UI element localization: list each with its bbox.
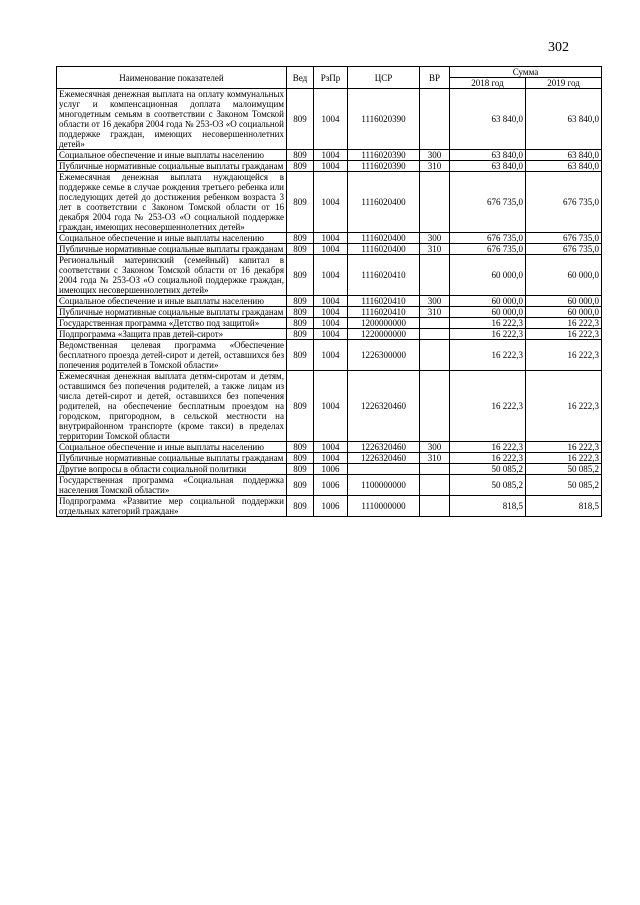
row-name: Социальное обеспечение и иные выплаты населению — [57, 150, 287, 161]
row-sum-2019: 818,5 — [526, 496, 602, 517]
table-row — [57, 233, 602, 244]
row-sum-2019: 676 735,0 — [526, 172, 602, 233]
row-ved: 809 — [287, 371, 314, 442]
row-ved: 809 — [287, 307, 314, 318]
row-ved: 809 — [287, 296, 314, 307]
row-ved: 809 — [287, 475, 314, 496]
row-vr: 310 — [420, 161, 450, 172]
row-sum-2019: 16 222,3 — [526, 340, 602, 371]
row-ved: 809 — [287, 340, 314, 371]
row-rzpr: 1004 — [314, 453, 348, 464]
row-vr: 300 — [420, 296, 450, 307]
row-sum-2018: 16 222,3 — [450, 318, 526, 329]
row-rzpr: 1004 — [314, 442, 348, 453]
row-name: Подпрограмма «Защита прав детей-сирот» — [57, 329, 287, 340]
row-sum-2018: 676 735,0 — [450, 172, 526, 233]
row-ved: 809 — [287, 150, 314, 161]
row-vr: 310 — [420, 453, 450, 464]
row-ved: 809 — [287, 329, 314, 340]
row-vr: 310 — [420, 244, 450, 255]
row-rzpr: 1004 — [314, 340, 348, 371]
row-vr — [420, 475, 450, 496]
row-vr — [420, 496, 450, 517]
row-csr: 1116020410 — [348, 307, 420, 318]
row-name: Публичные нормативные социальные выплаты гражданам — [57, 244, 287, 255]
row-csr: 1116020410 — [348, 296, 420, 307]
row-sum-2019: 60 000,0 — [526, 255, 602, 296]
row-csr: 1200000000 — [348, 318, 420, 329]
row-sum-2019: 60 000,0 — [526, 296, 602, 307]
table-row — [57, 442, 602, 453]
row-ved: 809 — [287, 496, 314, 517]
row-name: Социальное обеспечение и иные выплаты населению — [57, 233, 287, 244]
row-sum-2019: 16 222,3 — [526, 442, 602, 453]
row-sum-2018: 60 000,0 — [450, 296, 526, 307]
row-csr: 1110000000 — [348, 496, 420, 517]
row-csr: 1226320460 — [348, 371, 420, 442]
row-rzpr: 1006 — [314, 496, 348, 517]
row-sum-2018: 50 085,2 — [450, 464, 526, 475]
row-sum-2019: 63 840,0 — [526, 150, 602, 161]
row-sum-2018: 63 840,0 — [450, 150, 526, 161]
row-csr: 1116020390 — [348, 161, 420, 172]
row-sum-2019: 16 222,3 — [526, 371, 602, 442]
header-sum: Сумма — [450, 67, 602, 78]
row-ved: 809 — [287, 255, 314, 296]
header-ved: Вед — [287, 67, 314, 89]
header-vr: ВР — [420, 67, 450, 89]
row-vr — [420, 464, 450, 475]
row-rzpr: 1004 — [314, 371, 348, 442]
row-rzpr: 1004 — [314, 244, 348, 255]
row-vr: 300 — [420, 233, 450, 244]
row-rzpr: 1006 — [314, 475, 348, 496]
row-ved: 809 — [287, 442, 314, 453]
row-csr: 1116020400 — [348, 244, 420, 255]
row-ved: 809 — [287, 244, 314, 255]
row-sum-2019: 63 840,0 — [526, 161, 602, 172]
row-ved: 809 — [287, 89, 314, 150]
header-csr: ЦСР — [348, 67, 420, 89]
row-rzpr: 1004 — [314, 255, 348, 296]
row-rzpr: 1004 — [314, 172, 348, 233]
row-name: Публичные нормативные социальные выплаты гражданам — [57, 307, 287, 318]
row-rzpr: 1004 — [314, 318, 348, 329]
row-rzpr: 1004 — [314, 296, 348, 307]
table-row — [57, 371, 602, 442]
row-name: Государственная программа «Детство под защитой» — [57, 318, 287, 329]
row-name: Публичные нормативные социальные выплаты гражданам — [57, 453, 287, 464]
row-sum-2018: 60 000,0 — [450, 307, 526, 318]
row-name: Социальное обеспечение и иные выплаты населению — [57, 442, 287, 453]
row-csr: 1220000000 — [348, 329, 420, 340]
row-sum-2019: 50 085,2 — [526, 475, 602, 496]
table-row — [57, 244, 602, 255]
table-row — [57, 255, 602, 296]
row-ved: 809 — [287, 318, 314, 329]
row-csr: 1226320460 — [348, 442, 420, 453]
row-sum-2018: 16 222,3 — [450, 340, 526, 371]
row-vr — [420, 89, 450, 150]
row-sum-2019: 16 222,3 — [526, 453, 602, 464]
header-2018: 2018 год — [450, 78, 526, 89]
table-row — [57, 329, 602, 340]
row-rzpr: 1004 — [314, 161, 348, 172]
row-name: Государственная программа «Социальная поддержка населения Томской области» — [57, 475, 287, 496]
row-rzpr: 1004 — [314, 89, 348, 150]
row-sum-2018: 16 222,3 — [450, 453, 526, 464]
table-row — [57, 318, 602, 329]
row-sum-2019: 676 735,0 — [526, 233, 602, 244]
budget-table — [56, 66, 602, 517]
row-sum-2018: 60 000,0 — [450, 255, 526, 296]
row-vr — [420, 255, 450, 296]
row-sum-2019: 63 840,0 — [526, 89, 602, 150]
row-rzpr: 1004 — [314, 307, 348, 318]
table-row — [57, 161, 602, 172]
row-ved: 809 — [287, 464, 314, 475]
row-name: Ежемесячная денежная выплата на оплату коммунальных услуг и компенсационная доплата малоимущим многодетным семьям в соответствии с Законом Томской области от 16 декабря 2004 года № 253-ОЗ «О социальной поддержке граждан, имеющих несовершеннолетних детей» — [57, 89, 287, 150]
row-rzpr: 1004 — [314, 150, 348, 161]
row-vr: 300 — [420, 442, 450, 453]
row-csr: 1116020400 — [348, 172, 420, 233]
row-sum-2018: 63 840,0 — [450, 161, 526, 172]
row-sum-2018: 818,5 — [450, 496, 526, 517]
row-name: Публичные нормативные социальные выплаты гражданам — [57, 161, 287, 172]
row-vr — [420, 172, 450, 233]
row-sum-2018: 676 735,0 — [450, 233, 526, 244]
row-vr — [420, 371, 450, 442]
header-rzpr: РзПр — [314, 67, 348, 89]
row-sum-2019: 60 000,0 — [526, 307, 602, 318]
row-name: Подпрограмма «Развитие мер социальной поддержки отдельных категорий граждан» — [57, 496, 287, 517]
table-row — [57, 453, 602, 464]
row-csr: 1100000000 — [348, 475, 420, 496]
row-name: Другие вопросы в области социальной политики — [57, 464, 287, 475]
row-sum-2019: 676 735,0 — [526, 244, 602, 255]
row-csr — [348, 464, 420, 475]
row-vr — [420, 318, 450, 329]
row-sum-2019: 16 222,3 — [526, 329, 602, 340]
row-name: Региональный материнский (семейный) капитал в соответствии с Законом Томской области от 16 декабря 2004 года № 253-ОЗ «О социальной поддержке граждан, имеющих несовершеннолетних детей» — [57, 255, 287, 296]
row-ved: 809 — [287, 453, 314, 464]
row-sum-2018: 16 222,3 — [450, 329, 526, 340]
row-vr: 310 — [420, 307, 450, 318]
row-vr: 300 — [420, 150, 450, 161]
table-row — [57, 464, 602, 475]
row-csr: 1116020410 — [348, 255, 420, 296]
row-sum-2019: 50 085,2 — [526, 464, 602, 475]
row-csr: 1226300000 — [348, 340, 420, 371]
row-vr — [420, 340, 450, 371]
table-row — [57, 89, 602, 150]
row-ved: 809 — [287, 172, 314, 233]
table-row — [57, 172, 602, 233]
row-sum-2018: 676 735,0 — [450, 244, 526, 255]
row-csr: 1116020390 — [348, 150, 420, 161]
row-sum-2018: 63 840,0 — [450, 89, 526, 150]
table-row — [57, 150, 602, 161]
row-sum-2018: 50 085,2 — [450, 475, 526, 496]
page-number: 302 — [548, 40, 569, 55]
row-csr: 1116020400 — [348, 233, 420, 244]
row-name: Ежемесячная денежная выплата нуждающейся в поддержке семье в случае рождения третьего ребенка или последующих детей до достижения ребенком возраста 3 лет в соответствии с Законом Томской области от 16 декабря 2004 года № 253-ОЗ «О социальной поддержке граждан, имеющих несовершеннолетних детей» — [57, 172, 287, 233]
row-name: Ежемесячная денежная выплата детям-сиротам и детям, оставшимся без попечения родителей, а также лицам из числа детей-сирот и детей, оставшихся без попечения родителей, на обеспечение бесплатным проездом на городском, пригородном, в сельской местности на внутрирайонном транспорте (кроме такси) в пределах территории Томской области — [57, 371, 287, 442]
row-ved: 809 — [287, 161, 314, 172]
row-sum-2019: 16 222,3 — [526, 318, 602, 329]
header-2019: 2019 год — [526, 78, 602, 89]
table-row — [57, 340, 602, 371]
row-rzpr: 1004 — [314, 233, 348, 244]
row-name: Ведомственная целевая программа «Обеспечение бесплатного проезда детей-сирот и детей, оставшихся без попечения родителей в Томской области» — [57, 340, 287, 371]
header-name: Наименование показателей — [57, 67, 287, 89]
row-csr: 1226320460 — [348, 453, 420, 464]
row-rzpr: 1006 — [314, 464, 348, 475]
row-vr — [420, 329, 450, 340]
row-name: Социальное обеспечение и иные выплаты населению — [57, 296, 287, 307]
row-csr: 1116020390 — [348, 89, 420, 150]
row-ved: 809 — [287, 233, 314, 244]
table-row — [57, 475, 602, 496]
table-row — [57, 307, 602, 318]
row-sum-2018: 16 222,3 — [450, 442, 526, 453]
table-row — [57, 496, 602, 517]
row-sum-2018: 16 222,3 — [450, 371, 526, 442]
table-row — [57, 296, 602, 307]
row-rzpr: 1004 — [314, 329, 348, 340]
